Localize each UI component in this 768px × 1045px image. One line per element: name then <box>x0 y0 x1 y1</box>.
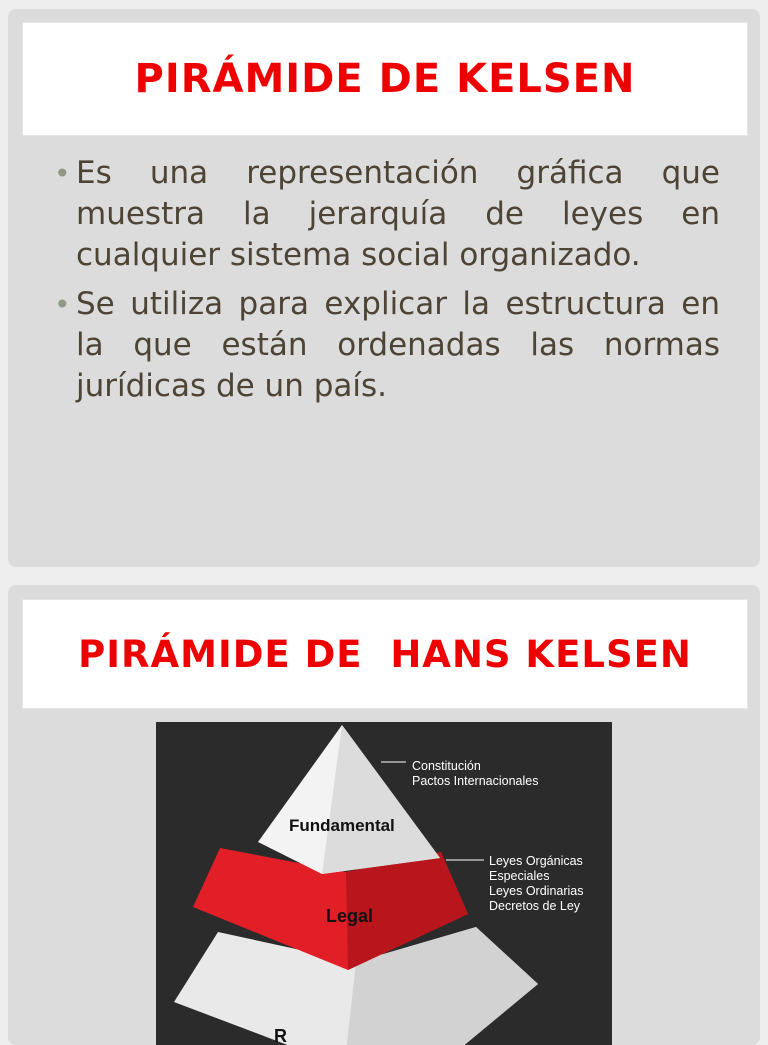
pyramid-tier-fundamental-shade <box>322 725 440 874</box>
slide-2 <box>8 585 760 1045</box>
bullet-text: Se utiliza para explicar la estructura en la que están ordenadas las normas jurídicas de un país. <box>76 286 720 404</box>
note-text: Decretos de Ley <box>489 899 581 913</box>
note-text: Constitución <box>412 759 481 773</box>
slide-title: PIRÁMIDE DE KELSEN <box>134 56 636 102</box>
note-text: Leyes Ordinarias <box>489 884 584 898</box>
note-text: Especiales <box>489 869 550 883</box>
tier-label-bottom: R <box>274 1026 287 1045</box>
list-item <box>52 153 720 276</box>
tier-label-fundamental: Fundamental <box>289 816 395 835</box>
slide-1 <box>8 9 760 567</box>
pyramid-diagram <box>156 722 612 1045</box>
title-box <box>22 599 748 709</box>
note-text: Leyes Orgánicas <box>489 854 583 868</box>
bullet-icon: • <box>54 157 71 190</box>
tier-label-legal: Legal <box>326 906 374 926</box>
bullet-icon: • <box>54 288 71 321</box>
title-box <box>22 22 748 136</box>
kelsen-pyramid-figure <box>156 722 612 1045</box>
list-item <box>52 284 720 407</box>
slide-title: PIRÁMIDE DE HANS KELSEN <box>78 632 692 676</box>
bullet-text: Es una representación gráfica que muestra la jerarquía de leyes en cualquier sistema social organizado. <box>76 155 720 273</box>
bullet-list <box>52 153 720 415</box>
note-text: Pactos Internacionales <box>412 774 539 788</box>
